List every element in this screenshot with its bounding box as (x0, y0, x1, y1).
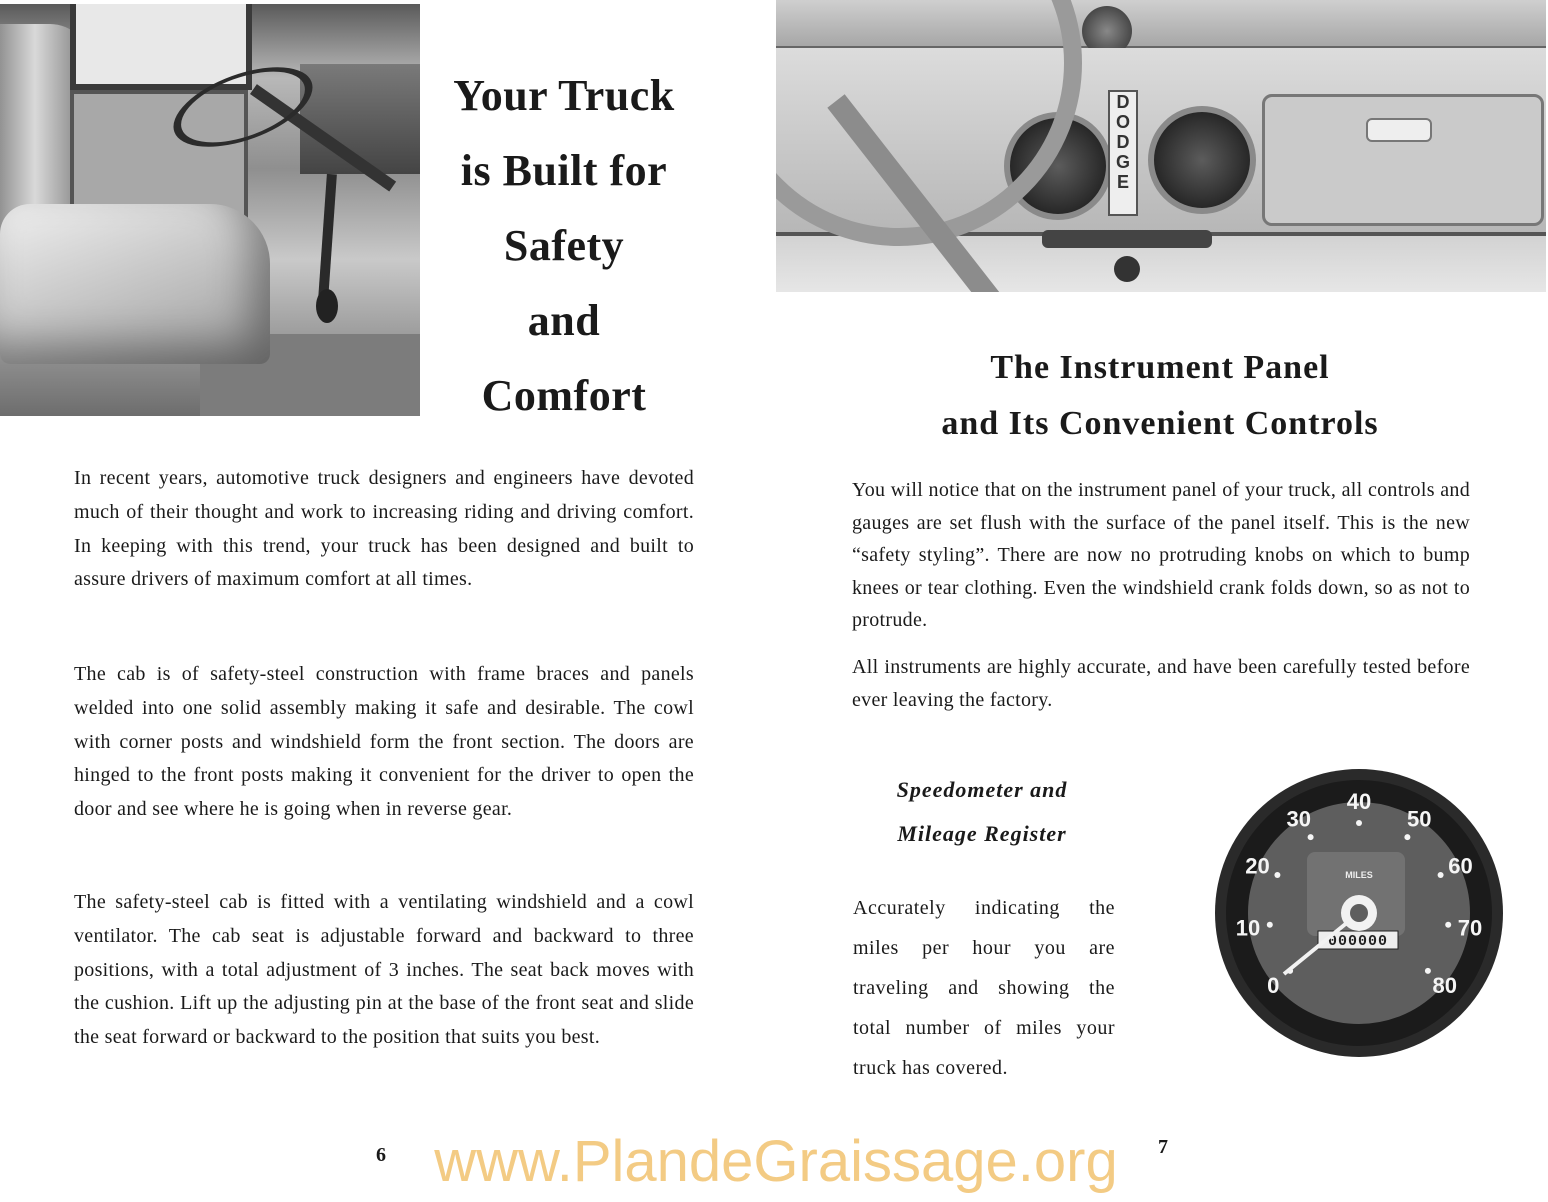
dodge-nameplate (1108, 90, 1138, 216)
speedo-tick-label: 70 (1457, 915, 1483, 941)
speedo-tick-mark (1308, 834, 1314, 840)
title-line: Comfort (481, 371, 647, 420)
speedo-tick-mark (1356, 820, 1362, 826)
cab-window (70, 4, 252, 90)
speedo-tick-label: 80 (1432, 973, 1458, 998)
title-line: Your Truck (453, 71, 675, 120)
odometer-digits: 000000 (1327, 933, 1389, 950)
nameplate-letter: G (1115, 152, 1130, 172)
speedo-tick-mark (1445, 922, 1451, 928)
left-page-title (430, 58, 698, 433)
title-line: The Instrument Panel (990, 349, 1330, 386)
speedo-tick-label: 50 (1406, 806, 1432, 832)
speedometer-gauge (1148, 106, 1256, 214)
speedo-tick-mark (1274, 872, 1280, 878)
instrument-panel-photo (776, 0, 1546, 292)
nameplate-letter: O (1115, 112, 1130, 132)
speedo-tick-label: 20 (1245, 853, 1270, 879)
speedo-tick-label: 10 (1235, 915, 1261, 941)
speedo-tick-label: 40 (1346, 789, 1372, 814)
speedo-tick-label: 30 (1286, 806, 1312, 832)
right-page-title (880, 340, 1440, 452)
nameplate-letter: D (1116, 92, 1130, 112)
page-number-right: 7 (1158, 1136, 1168, 1158)
cab-interior-photo (0, 4, 420, 416)
title-line: Safety (503, 221, 625, 270)
glove-box-latch (1366, 118, 1432, 142)
nameplate-letter: D (1116, 132, 1130, 152)
right-paragraph-1: You will notice that on the instrument panel of your truck, all controls and gauges are set flush with the surface of the panel itself. This is the new “safety styling”. There are now no protruding knobs on which to bump knees or tear clothing. Even the windshield crank folds down, so as not to protrude. (852, 479, 1470, 631)
speedo-tick-mark (1267, 922, 1273, 928)
left-paragraph-1: In recent years, automotive truck designers and engineers have devoted much of their thought and work to increasing riding and driving comfort. In keeping with this trend, your truck has been designed and built to assure drivers of maximum comfort at all times. (74, 467, 694, 591)
left-paragraph-2: The cab is of safety-steel construction with frame braces and panels welded into one solid assembly making it safe and desirable. The cowl with corner posts and windshield form the front section. The doors are hinged to the front posts making it convenient for the driver to open the door and see where he is going when in reverse gear. (74, 663, 694, 821)
left-paragraph-3: The safety-steel cab is fitted with a ventilating windshield and a cowl ventilator. The cab seat is adjustable forward and backward to three positions, with a total adjustment of 3 inches. The seat back moves with the cushion. Lift up the adjusting pin at the base of the front seat and slide the seat forward or backward to the position that suits you best. (74, 891, 694, 1049)
page-number-left: 6 (376, 1144, 386, 1166)
control-knob (1114, 256, 1140, 282)
caption-line: Speedometer and (896, 777, 1068, 802)
speedometer-caption (862, 768, 1102, 856)
speedo-tick-mark (1425, 968, 1431, 974)
speedometer-illustration (1212, 766, 1506, 1060)
speedo-tick-mark (1404, 834, 1410, 840)
speedo-face-label: MILES (1345, 870, 1373, 880)
speedo-tick-label: 0 (1267, 973, 1280, 998)
speedo-tick-label: 60 (1448, 853, 1473, 879)
title-line: and Its Convenient Controls (941, 405, 1379, 442)
needle-hub-center (1350, 904, 1368, 922)
glove-box (1262, 94, 1544, 226)
speedo-tick-mark (1438, 872, 1444, 878)
control-strip (1042, 230, 1212, 248)
speedometer-description: Accurately indicating the miles per hour you are traveling and showing the total number of miles your truck has covered. (853, 897, 1115, 1079)
title-line: is Built for (460, 146, 668, 195)
nameplate-letter: E (1116, 172, 1129, 192)
gear-knob (316, 289, 338, 323)
title-line: and (527, 296, 601, 345)
caption-line: Mileage Register (897, 821, 1067, 846)
seat-cushion (0, 204, 270, 364)
watermark-text: www.PlandeGraissage.org (434, 1129, 1118, 1194)
right-paragraph-2: All instruments are highly accurate, and have been carefully tested before ever leaving the factory. (852, 656, 1470, 711)
